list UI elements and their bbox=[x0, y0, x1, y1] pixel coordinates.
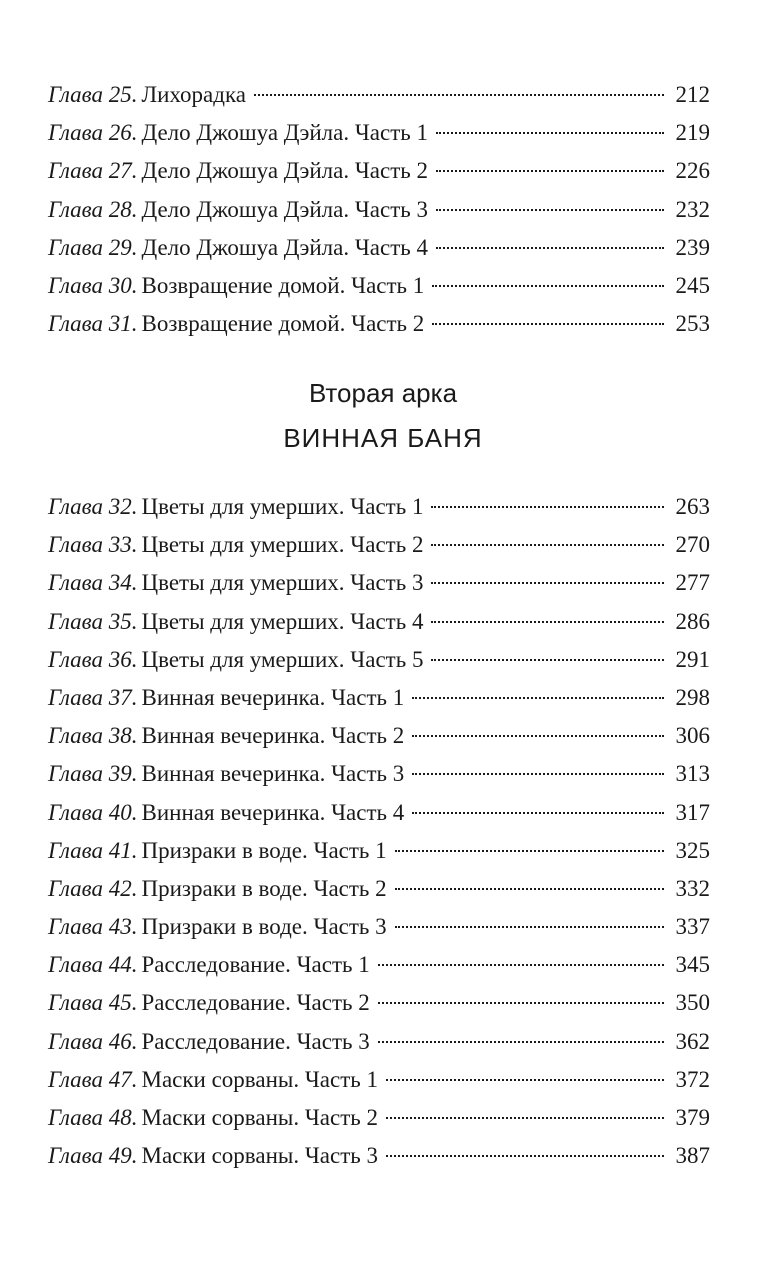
toc-entry bbox=[48, 908, 710, 946]
page-number: 270 bbox=[675, 532, 710, 558]
dot-leader bbox=[386, 1079, 664, 1081]
chapter-number: Глава 43. bbox=[48, 914, 138, 940]
chapter-title: Цветы для умерших. Часть 1 bbox=[141, 494, 424, 519]
chapter-title: Винная вечеринка. Часть 1 bbox=[141, 684, 405, 710]
chapter-number: Глава 44. bbox=[48, 952, 138, 978]
dot-leader bbox=[395, 850, 664, 852]
dot-leader bbox=[431, 621, 664, 623]
chapter-number: Глава 49. bbox=[48, 1143, 138, 1169]
page-number: 362 bbox=[675, 1028, 710, 1054]
chapter-number: Глава 27. bbox=[48, 158, 138, 184]
chapter-title: Цветы для умерших. Часть 2 bbox=[141, 532, 424, 558]
chapter-title: Винная вечеринка. Часть 2 bbox=[141, 723, 405, 749]
dot-leader bbox=[412, 735, 664, 737]
dot-leader bbox=[412, 697, 664, 699]
chapter-title: Дело Джошуа Дэйла. Часть 3 bbox=[141, 196, 428, 222]
chapter-number: Глава 46. bbox=[48, 1028, 138, 1054]
chapter-number: Глава 45. bbox=[48, 990, 138, 1016]
page-number: 298 bbox=[675, 684, 710, 710]
dot-leader bbox=[431, 659, 664, 661]
dot-leader bbox=[436, 132, 664, 134]
chapter-title: Цветы для умерших. Часть 4 bbox=[141, 608, 424, 634]
arc-label: Вторая арка bbox=[308, 378, 458, 408]
page-number: 345 bbox=[675, 952, 710, 978]
chapter-title: Расследование. Часть 2 bbox=[141, 990, 370, 1016]
page-number: 277 bbox=[675, 570, 710, 596]
chapter-title: Маски сорваны. Часть 3 bbox=[141, 1143, 378, 1169]
page-number: 212 bbox=[675, 82, 710, 107]
page-number: 232 bbox=[675, 196, 710, 222]
toc-list-second bbox=[48, 488, 710, 1175]
chapter-number: Глава 34. bbox=[48, 570, 138, 596]
chapter-title: Винная вечеринка. Часть 4 bbox=[141, 799, 405, 825]
toc-entry bbox=[48, 114, 710, 152]
chapter-number: Глава 33. bbox=[48, 532, 138, 558]
toc-entry bbox=[48, 984, 710, 1022]
toc-entry bbox=[48, 488, 710, 526]
chapter-number: Глава 28. bbox=[48, 196, 138, 222]
page-number: 253 bbox=[675, 311, 710, 337]
dot-leader bbox=[432, 323, 664, 325]
chapter-title: Винная вечеринка. Часть 3 bbox=[141, 761, 405, 787]
dot-leader bbox=[395, 926, 664, 928]
toc-entry bbox=[48, 794, 710, 832]
chapter-title: Возвращение домой. Часть 2 bbox=[141, 311, 425, 337]
chapter-number: Глава 35. bbox=[48, 608, 138, 634]
chapter-number: Глава 26. bbox=[48, 120, 138, 146]
page-number: 291 bbox=[675, 646, 710, 672]
toc-entry bbox=[48, 603, 710, 641]
chapter-title: Лихорадка bbox=[141, 82, 246, 107]
dot-leader bbox=[431, 582, 664, 584]
chapter-number: Глава 42. bbox=[48, 875, 138, 901]
page-number: 306 bbox=[675, 723, 710, 749]
page-number: 239 bbox=[675, 234, 710, 260]
chapter-title: Цветы для умерших. Часть 5 bbox=[141, 646, 424, 672]
toc-entry bbox=[48, 832, 710, 870]
chapter-title: Возвращение домой. Часть 1 bbox=[141, 272, 425, 298]
dot-leader bbox=[431, 506, 664, 508]
page-number: 379 bbox=[675, 1105, 710, 1130]
page-number: 219 bbox=[675, 120, 710, 146]
chapter-number: Глава 25. bbox=[48, 82, 138, 107]
chapter-title: Призраки в воде. Часть 2 bbox=[141, 875, 387, 901]
page-number: 350 bbox=[675, 990, 710, 1016]
chapter-title: Дело Джошуа Дэйла. Часть 1 bbox=[141, 120, 428, 146]
toc-entry bbox=[48, 755, 710, 793]
chapter-number: Глава 37. bbox=[48, 684, 138, 710]
chapter-number: Глава 29. bbox=[48, 234, 138, 260]
page-number: 325 bbox=[675, 837, 710, 863]
dot-leader bbox=[436, 209, 664, 211]
dot-leader bbox=[412, 773, 664, 775]
toc-entry bbox=[48, 679, 710, 717]
toc-entry bbox=[48, 1023, 710, 1061]
page-number: 372 bbox=[675, 1066, 710, 1092]
toc-entry bbox=[48, 526, 710, 564]
toc-entry bbox=[48, 564, 710, 602]
page-number: 245 bbox=[675, 272, 710, 298]
toc-entry bbox=[48, 946, 710, 984]
toc-entry bbox=[48, 76, 710, 114]
toc-entry bbox=[48, 191, 710, 229]
toc-entry bbox=[48, 229, 710, 267]
page-number: 263 bbox=[675, 494, 710, 519]
toc-entry bbox=[48, 717, 710, 755]
toc-entry bbox=[48, 870, 710, 908]
chapter-number: Глава 39. bbox=[48, 761, 138, 787]
dot-leader bbox=[378, 1041, 664, 1043]
arc-title: ВИННАЯ БАНЯ bbox=[283, 423, 483, 453]
page-number: 332 bbox=[675, 875, 710, 901]
dot-leader bbox=[386, 1155, 664, 1157]
chapter-number: Глава 41. bbox=[48, 837, 138, 863]
chapter-number: Глава 30. bbox=[48, 272, 138, 298]
dot-leader bbox=[378, 964, 664, 966]
toc-entry bbox=[48, 267, 710, 305]
dot-leader bbox=[436, 170, 664, 172]
page-number: 317 bbox=[675, 799, 710, 825]
chapter-number: Глава 47. bbox=[48, 1066, 138, 1092]
dot-leader bbox=[254, 94, 664, 96]
toc-entry bbox=[48, 152, 710, 190]
dot-leader bbox=[432, 285, 664, 287]
chapter-number: Глава 36. bbox=[48, 646, 138, 672]
dot-leader bbox=[386, 1117, 664, 1119]
page-number: 286 bbox=[675, 608, 710, 634]
chapter-number: Глава 31. bbox=[48, 311, 138, 337]
chapter-number: Глава 38. bbox=[48, 723, 138, 749]
chapter-number: Глава 32. bbox=[48, 494, 138, 519]
dot-leader bbox=[378, 1002, 664, 1004]
page-number: 387 bbox=[675, 1143, 710, 1169]
chapter-title: Дело Джошуа Дэйла. Часть 4 bbox=[141, 234, 428, 260]
toc-entry bbox=[48, 1099, 710, 1137]
dot-leader bbox=[431, 544, 664, 546]
chapter-number: Глава 48. bbox=[48, 1105, 138, 1130]
page-number: 313 bbox=[675, 761, 710, 787]
chapter-title: Маски сорваны. Часть 2 bbox=[141, 1105, 378, 1130]
toc-entry bbox=[48, 305, 710, 343]
chapter-title: Цветы для умерших. Часть 3 bbox=[141, 570, 424, 596]
dot-leader bbox=[412, 812, 664, 814]
chapter-title: Призраки в воде. Часть 3 bbox=[141, 914, 387, 940]
toc-entry bbox=[48, 641, 710, 679]
toc-entry bbox=[48, 1061, 710, 1099]
chapter-title: Призраки в воде. Часть 1 bbox=[141, 837, 387, 863]
chapter-title: Расследование. Часть 3 bbox=[141, 1028, 370, 1054]
dot-leader bbox=[395, 888, 664, 890]
chapter-title: Дело Джошуа Дэйла. Часть 2 bbox=[141, 158, 428, 184]
toc-list-first bbox=[48, 76, 710, 343]
chapter-number: Глава 40. bbox=[48, 799, 138, 825]
page-number: 337 bbox=[675, 914, 710, 940]
dot-leader bbox=[436, 247, 664, 249]
chapter-title: Расследование. Часть 1 bbox=[141, 952, 370, 978]
toc-entry bbox=[48, 1137, 710, 1175]
page-number: 226 bbox=[675, 158, 710, 184]
chapter-title: Маски сорваны. Часть 1 bbox=[141, 1066, 378, 1092]
